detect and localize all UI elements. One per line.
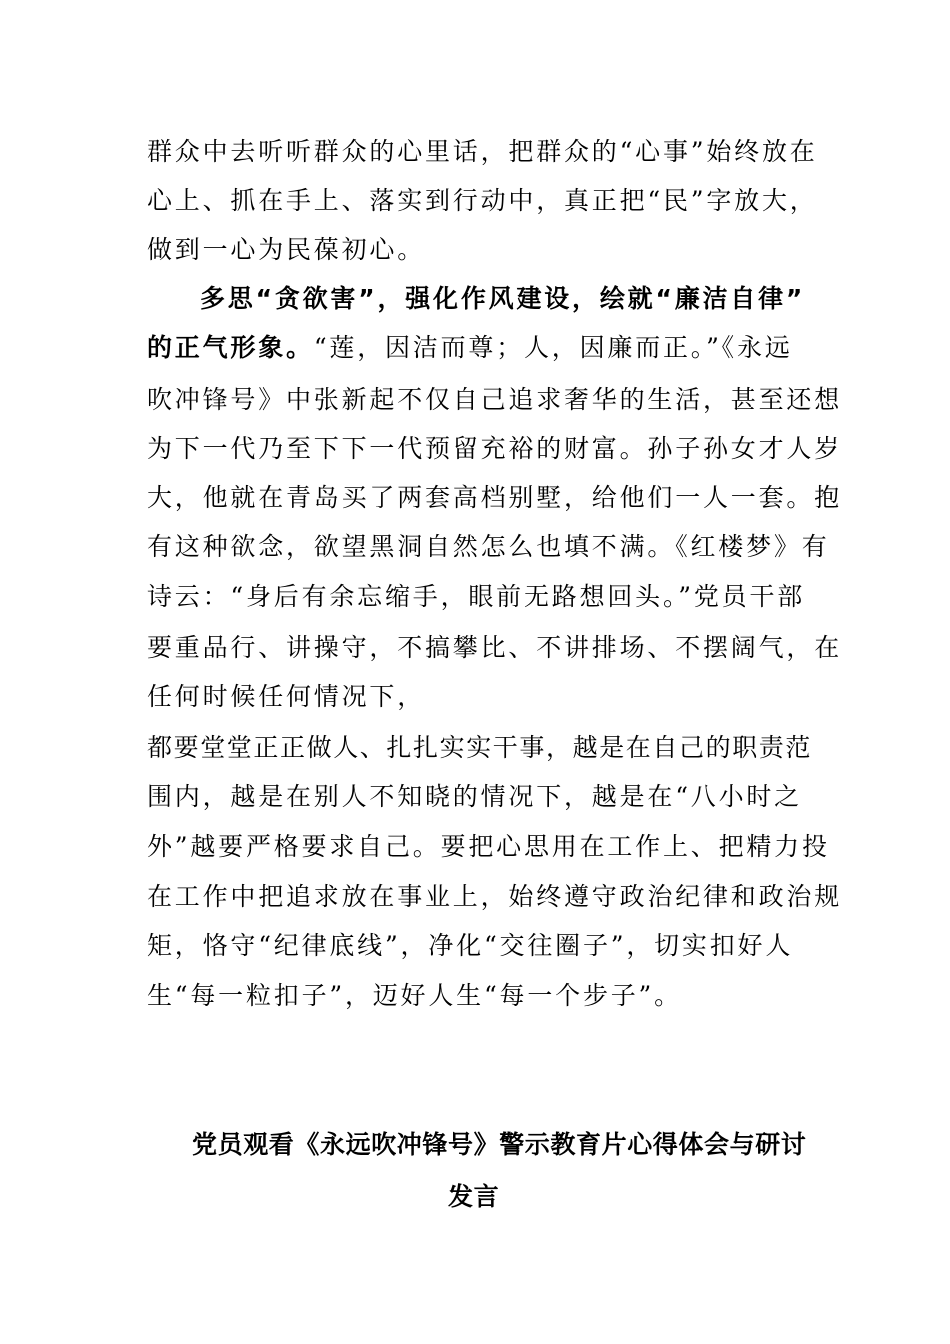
body-line: 在工作中把追求放在事业上，始终遵守政治纪律和政治规 — [147, 882, 843, 911]
body-line: 外”越要严格要求自己。要把心思用在工作上、把精力投 — [147, 832, 830, 861]
body-line: 要重品行、讲操守，不搞攀比、不讲排场、不摆阔气，在 — [147, 633, 843, 662]
body-line: 群众中去听听群众的心里话，把群众的“心事”始终放在 — [147, 137, 818, 166]
body-line: 任何时候任何情况下， — [147, 682, 426, 711]
body-line: 吹冲锋号》中张新起不仅自己追求奢华的生活，甚至还想 — [147, 385, 843, 414]
body-line: 诗云：“身后有余忘缩手，眼前无路想回头。”党员干部 — [147, 582, 806, 611]
document-title-continued: 发言 — [448, 1182, 500, 1211]
body-line: 矩，恪守“纪律底线”，净化“交往圈子”，切实扣好人 — [147, 931, 794, 960]
body-line: 围内，越是在别人不知晓的情况下，越是在“八小时之 — [147, 782, 802, 811]
body-line: 大，他就在青岛买了两套高档别墅，给他们一人一套。抱 — [147, 483, 843, 512]
body-line: 为下一代乃至下下一代预留充裕的财富。孙子孙女才人岁 — [147, 434, 843, 463]
body-line: 有这种欲念，欲望黑洞自然怎么也填不满。《红楼梦》有 — [147, 532, 830, 561]
section-heading-continued: 的正气形象。 — [147, 333, 314, 362]
section-heading: 多思“贪欲害”，强化作风建设，绘就“廉洁自律” — [200, 284, 806, 313]
body-line: 都要堂堂正正做人、扎扎实实干事，越是在自己的职责范 — [147, 733, 813, 762]
body-line: 生“每一粒扣子”，迈好人生“每一个步子”。 — [147, 981, 682, 1010]
body-line: 心上、抓在手上、落实到行动中，真正把“民”字放大， — [147, 186, 818, 215]
body-line — [147, 332, 793, 364]
document-title: 党员观看《永远吹冲锋号》警示教育片心得体会与研讨 — [192, 1130, 807, 1159]
quote-text: “莲，因洁而尊；人，因廉而正。”《永远 — [313, 333, 793, 362]
body-line: 做到一心为民葆初心。 — [147, 235, 426, 264]
